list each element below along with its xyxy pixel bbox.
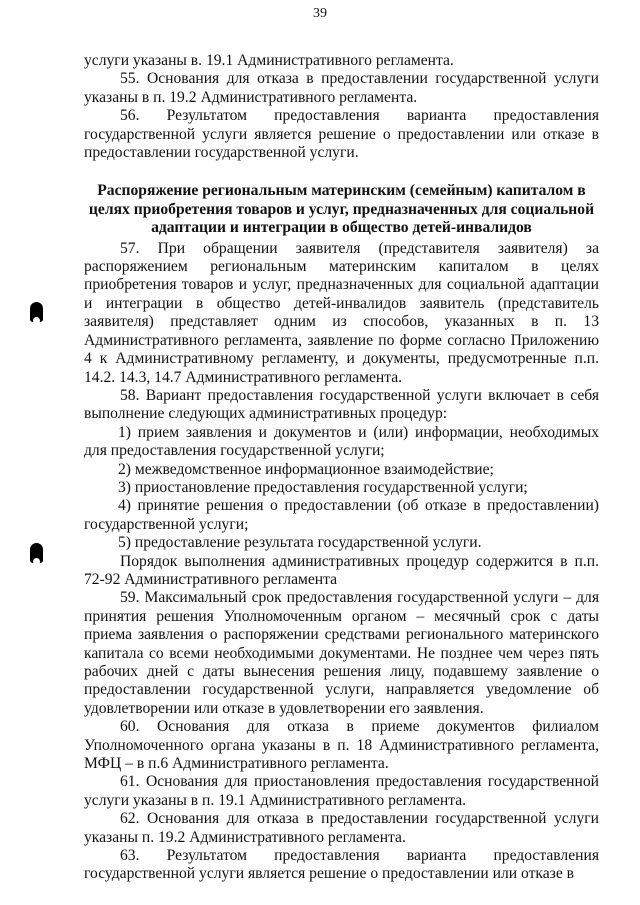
paragraph: 60. Основания для отказа в приеме документов филиалом Уполномоченного органа указаны в п. 18 Административного регламента, МФЦ – в п.6 Административного регламента. xyxy=(84,718,599,773)
page-number: 39 xyxy=(313,6,327,21)
paragraph: 56. Результатом предоставления варианта предоставления государственной услуги является решение о предоставлении или отказе в предоставлении государственной услуги. xyxy=(84,107,599,162)
binder-hole-mark xyxy=(30,302,43,322)
list-item: 1) прием заявления и документов и (или) информации, необходимых для предоставления государственной услуги; xyxy=(84,423,599,460)
paragraph: 61. Основания для приостановления предоставления государственной услуги указаны в п. 19.1 Административного регламента. xyxy=(84,773,599,809)
paragraph: 59. Максимальный срок предоставления государственной услуги – для принятия решения Уполномоченным органом – месячный срок с даты приема заявления о распоряжении средствами регионального материнского капитала со всеми необходимыми документами. Не позднее чем через пять рабочих дней с даты вынесения решения лицу, подавшему заявление о предоставлении государственной услуги, направляется уведомление об удовлетворении или отказе в удовлетворении его заявления. xyxy=(84,589,599,717)
list-item: 2) межведомственное информационное взаимодействие; xyxy=(118,460,494,478)
list-item: 3) приостановление предоставления государственной услуги; xyxy=(118,478,528,496)
paragraph: Порядок выполнения административных процедур содержится в п.п. 72-92 Административного регламента xyxy=(84,552,599,588)
list-item: 4) принятие решения о предоставлении (об отказе в предоставлении) государственной услуги; xyxy=(84,497,599,533)
paragraph: 55. Основания для отказа в предоставлении государственной услуги указаны в п. 19.2 Административного регламента. xyxy=(84,70,599,106)
paragraph: 63. Результатом предоставления варианта предоставления государственной услуги является решение о предоставлении или отказе в xyxy=(84,847,599,883)
section-heading: Распоряжение региональным материнским (семейным) капиталом в целях приобретения товаров и услуг, предназначенных для социальной адаптации и интеграции в общество детей-инвалидов xyxy=(88,182,595,237)
paragraph: 58. Вариант предоставления государственной услуги включает в себя выполнение следующих административных процедур: xyxy=(84,386,599,423)
document-body xyxy=(84,52,599,884)
paragraph: 57. При обращении заявителя (представителя заявителя) за распоряжением региональным материнским капиталом в целях приобретения товаров и услуг, предназначенных для социальной адаптации и интеграции в общество детей-инвалидов заявитель (представитель заявителя) представляет одним из способов, указанных в п. 13 Административного регламента, заявление по форме согласно Приложению 4 к Административному регламенту, и документы, предусмотренные п.п. 14.2. 14.3, 14.7 Административного регламента. xyxy=(84,239,599,386)
binder-hole-mark xyxy=(30,543,43,563)
list-item: 5) предоставление результата государственной услуги. xyxy=(118,534,482,552)
paragraph: 62. Основания для отказа в предоставлении государственной услуги указаны п. 19.2 Административного регламента. xyxy=(84,810,599,846)
paragraph: услуги указаны в. 19.1 Административного регламента. xyxy=(84,52,454,69)
